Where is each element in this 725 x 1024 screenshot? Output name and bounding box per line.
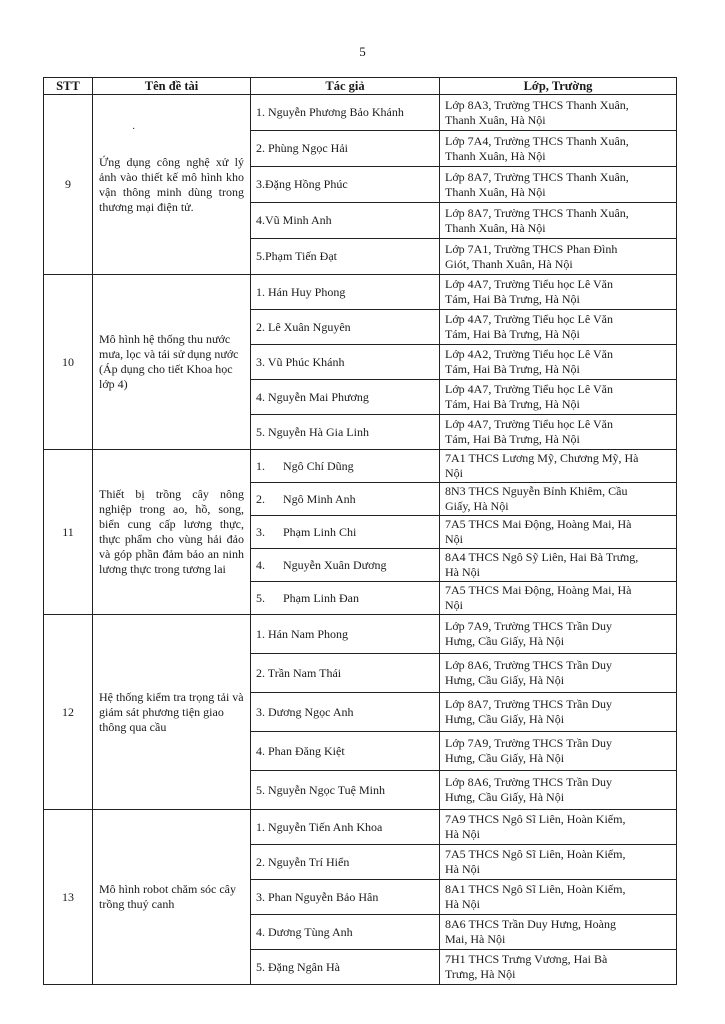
author-cell: 1. Nguyễn Tiến Anh Khoa <box>251 810 440 845</box>
class-school-cell: Lớp 7A4, Trường THCS Thanh Xuân, Thanh Xuân, Hà Nội <box>440 131 677 167</box>
author-cell: 3. Phan Nguyễn Bảo Hân <box>251 880 440 915</box>
author-cell: 2. Ngô Minh Anh <box>251 483 440 516</box>
author-cell: 5. Đặng Ngân Hà <box>251 950 440 985</box>
class-school-cell: Lớp 8A7, Trường THCS Thanh Xuân, Thanh Xuân, Hà Nội <box>440 167 677 203</box>
class-school-cell: Lớp 7A1, Trường THCS Phan Đình Giót, Thanh Xuân, Hà Nội <box>440 239 677 275</box>
class-school-cell: Lớp 7A9, Trường THCS Trần Duy Hưng, Cầu Giấy, Hà Nội <box>440 615 677 654</box>
author-cell: 5. Nguyễn Hà Gia Linh <box>251 415 440 450</box>
author-cell: 1. Hán Huy Phong <box>251 275 440 310</box>
class-school-cell: Lớp 4A7, Trường Tiểu học Lê Văn Tám, Hai Bà Trưng, Hà Nội <box>440 310 677 345</box>
class-school-cell: 8A6 THCS Trần Duy Hưng, Hoàng Mai, Hà Nội <box>440 915 677 950</box>
author-cell: 3. Phạm Linh Chi <box>251 516 440 549</box>
class-school-cell: 8A4 THCS Ngô Sỹ Liên, Hai Bà Trưng, Hà Nội <box>440 549 677 582</box>
stt-cell: 12 <box>44 615 93 810</box>
table-row <box>44 450 677 483</box>
topic-cell: Mô hình hệ thống thu nước mưa, lọc và tái sử dụng nước (Áp dụng cho tiết Khoa học lớp 4) <box>93 275 251 450</box>
table-header-row <box>44 78 677 95</box>
header-topic: Tên đề tài <box>93 78 251 95</box>
author-cell: 2. Trần Nam Thái <box>251 654 440 693</box>
class-school-cell: Lớp 8A6, Trường THCS Trần Duy Hưng, Cầu Giấy, Hà Nội <box>440 654 677 693</box>
stt-cell: 10 <box>44 275 93 450</box>
author-cell: 4. Phan Đăng Kiệt <box>251 732 440 771</box>
table-body <box>44 95 677 985</box>
class-school-cell: Lớp 8A7, Trường THCS Trần Duy Hưng, Cầu Giấy, Hà Nội <box>440 693 677 732</box>
header-author: Tác giả <box>251 78 440 95</box>
stt-cell: 9 <box>44 95 93 275</box>
class-school-cell: Lớp 8A7, Trường THCS Thanh Xuân, Thanh Xuân, Hà Nội <box>440 203 677 239</box>
header-class: Lớp, Trường <box>440 78 677 95</box>
topic-cell: Mô hình robot chăm sóc cây trồng thuỷ canh <box>93 810 251 985</box>
class-school-cell: 7A1 THCS Lương Mỹ, Chương Mỹ, Hà Nội <box>440 450 677 483</box>
author-cell: 2. Nguyễn Trí Hiển <box>251 845 440 880</box>
author-cell: 5. Phạm Linh Đan <box>251 582 440 615</box>
stray-dot: · <box>132 124 136 135</box>
author-cell: 1. Hán Nam Phong <box>251 615 440 654</box>
author-cell: 1. Ngô Chí Dũng <box>251 450 440 483</box>
author-cell: 5.Phạm Tiến Đạt <box>251 239 440 275</box>
class-school-cell: Lớp 8A6, Trường THCS Trần Duy Hưng, Cầu Giấy, Hà Nội <box>440 771 677 810</box>
author-cell: 4. Nguyễn Mai Phương <box>251 380 440 415</box>
class-school-cell: Lớp 4A7, Trường Tiểu học Lê Văn Tám, Hai Bà Trưng, Hà Nội <box>440 275 677 310</box>
class-school-cell: Lớp 7A9, Trường THCS Trần Duy Hưng, Cầu Giấy, Hà Nội <box>440 732 677 771</box>
author-cell: 2. Phùng Ngọc Hải <box>251 131 440 167</box>
stt-cell: 13 <box>44 810 93 985</box>
class-school-cell: 7A5 THCS Mai Động, Hoàng Mai, Hà Nội <box>440 516 677 549</box>
table-row <box>44 615 677 654</box>
author-cell: 4.Vũ Minh Anh <box>251 203 440 239</box>
author-cell: 4. Nguyễn Xuân Dương <box>251 549 440 582</box>
author-cell: 4. Dương Tùng Anh <box>251 915 440 950</box>
class-school-cell: Lớp 8A3, Trường THCS Thanh Xuân, Thanh Xuân, Hà Nội <box>440 95 677 131</box>
award-table <box>43 77 677 985</box>
class-school-cell: 7A5 THCS Ngô Sĩ Liên, Hoàn Kiếm, Hà Nội <box>440 845 677 880</box>
header-stt: STT <box>44 78 93 95</box>
stt-cell: 11 <box>44 450 93 615</box>
class-school-cell: Lớp 4A2, Trường Tiểu học Lê Văn Tám, Hai Bà Trưng, Hà Nội <box>440 345 677 380</box>
author-cell: 3. Dương Ngọc Anh <box>251 693 440 732</box>
table-row <box>44 95 677 131</box>
page-number: 5 <box>359 44 366 59</box>
class-school-cell: Lớp 4A7, Trường Tiểu học Lê Văn Tám, Hai Bà Trưng, Hà Nội <box>440 380 677 415</box>
class-school-cell: 7A5 THCS Mai Động, Hoàng Mai, Hà Nội <box>440 582 677 615</box>
topic-cell: Hệ thống kiểm tra trọng tải và giám sát phương tiện giao thông qua cầu <box>93 615 251 810</box>
author-cell: 1. Nguyễn Phương Bảo Khánh <box>251 95 440 131</box>
author-cell: 5. Nguyễn Ngọc Tuệ Minh <box>251 771 440 810</box>
author-cell: 3.Đặng Hồng Phúc <box>251 167 440 203</box>
class-school-cell: 7A9 THCS Ngô Sĩ Liên, Hoàn Kiếm, Hà Nội <box>440 810 677 845</box>
class-school-cell: 7H1 THCS Trưng Vương, Hai Bà Trưng, Hà Nội <box>440 950 677 985</box>
topic-cell: Thiết bị trồng cây nông nghiệp trong ao, hồ, song, biển cung cấp lương thực, thực phẩm cho vùng hải đảo và góp phần đảm bảo an ninh lương thực trong tương lai <box>93 450 251 615</box>
author-cell: 3. Vũ Phúc Khánh <box>251 345 440 380</box>
class-school-cell: 8A1 THCS Ngô Sĩ Liên, Hoàn Kiếm, Hà Nội <box>440 880 677 915</box>
table-row <box>44 810 677 845</box>
author-cell: 2. Lê Xuân Nguyên <box>251 310 440 345</box>
table-row <box>44 275 677 310</box>
class-school-cell: 8N3 THCS Nguyễn Bỉnh Khiêm, Cầu Giấy, Hà Nội <box>440 483 677 516</box>
topic-cell: Ứng dụng công nghệ xử lý ảnh vào thiết kế mô hình kho vận thông minh dùng trong thương mại điện tử. <box>93 95 251 275</box>
class-school-cell: Lớp 4A7, Trường Tiểu học Lê Văn Tám, Hai Bà Trưng, Hà Nội <box>440 415 677 450</box>
